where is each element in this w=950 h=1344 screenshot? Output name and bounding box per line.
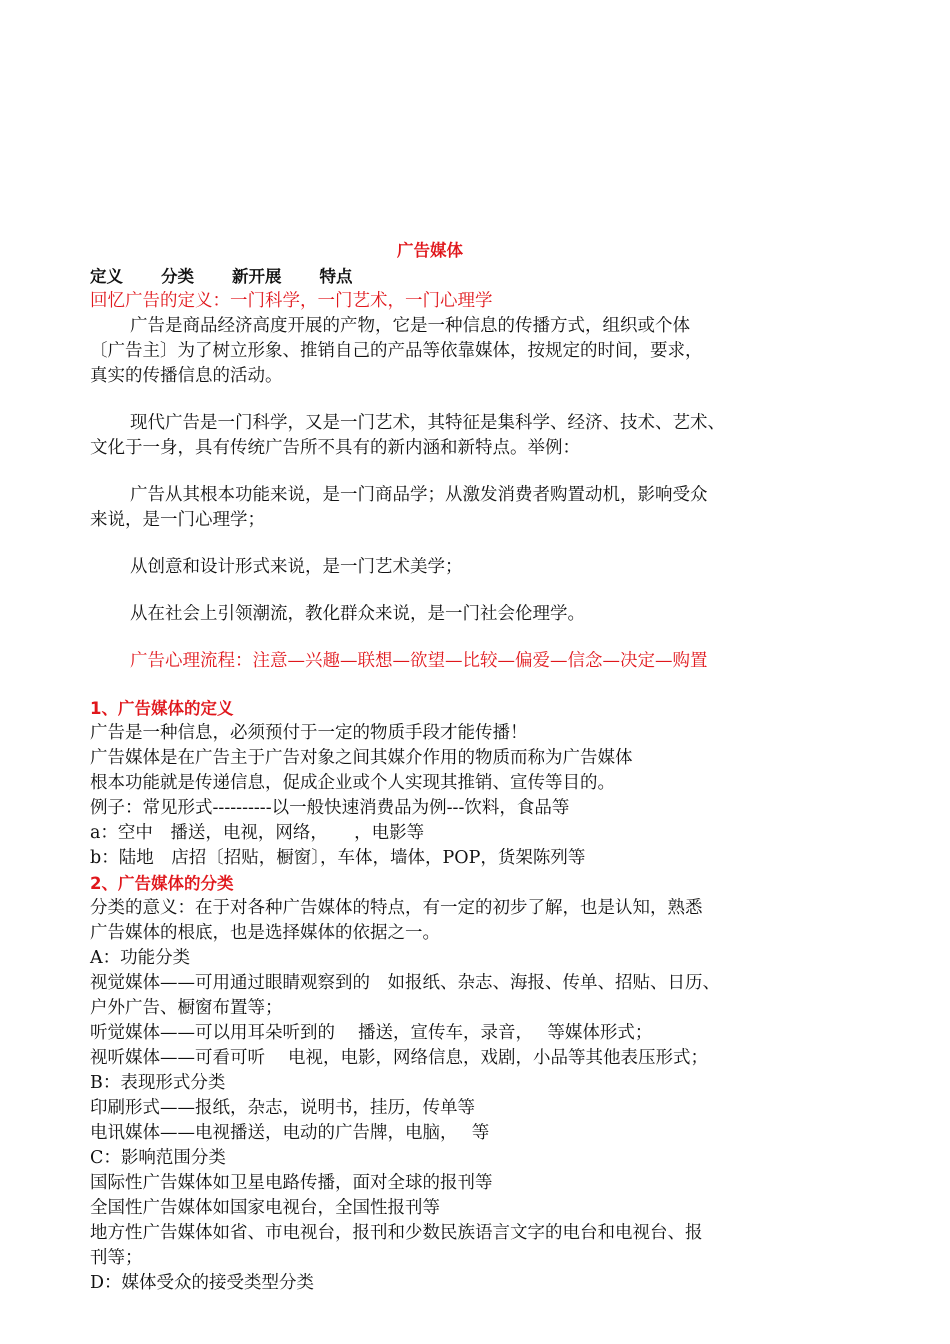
section-2-heading: 2、广告媒体的分类 [90, 874, 234, 893]
document-title: 广告媒体 [397, 241, 463, 260]
section-1-line: a：空中 播送，电视，网络， ，电影等 [90, 823, 425, 843]
section-2-line: C：影响范围分类 [90, 1148, 226, 1168]
paragraph-1-line-3: 真实的传播信息的活动。 [90, 366, 283, 386]
section-2-line: B：表现形式分类 [90, 1073, 226, 1093]
section-2-line: 电讯媒体——电视播送，电动的广告牌，电脑， 等 [90, 1123, 490, 1143]
paragraph-2-line-1: 现代广告是一门科学，又是一门艺术，其特征是集科学、经济、技术、艺术、 [130, 413, 725, 433]
paragraph-4: 从创意和设计形式来说，是一门艺术美学； [130, 557, 463, 577]
paragraph-1-line-1: 广告是商品经济高度开展的产物，它是一种信息的传播方式，组织或个体 [130, 316, 690, 336]
section-2-line: 刊等； [90, 1248, 143, 1268]
section-1-line: 例子：常见形式----------以一般快速消费品为例---饮料，食品等 [90, 798, 570, 818]
heading-features: 特点 [319, 267, 353, 286]
section-2-line: 广告媒体的根底，也是选择媒体的依据之一。 [90, 923, 440, 943]
section-1-line: b：陆地 店招〔招贴，橱窗〕，车体，墙体，POP，货架陈列等 [90, 848, 586, 868]
section-2-line: 全国性广告媒体如国家电视台，全国性报刊等 [90, 1198, 440, 1218]
section-2-line: 户外广告、橱窗布置等； [90, 998, 283, 1018]
psychology-flow: 广告心理流程：注意—兴趣—联想—欲望—比较—偏爱—信念—决定—购置 [130, 651, 708, 671]
section-1-line: 广告是一种信息，必须预付于一定的物质手段才能传播！ [90, 723, 528, 743]
paragraph-2-line-2: 文化于一身，具有传统广告所不具有的新内涵和新特点。举例： [90, 438, 580, 458]
section-2-line: 地方性广告媒体如省、市电视台，报刊和少数民族语言文字的电台和电视台、报 [90, 1223, 703, 1243]
section-1-line: 根本功能就是传递信息，促成企业或个人实现其推销、宣传等目的。 [90, 773, 615, 793]
section-2-line: 听觉媒体——可以用耳朵听到的 播送，宣传车，录音， 等媒体形式； [90, 1023, 653, 1043]
heading-classification: 分类 [161, 267, 194, 286]
section-2-line: 视觉媒体——可用通过眼睛观察到的 如报纸、杂志、海报、传单、招贴、日历、 [90, 973, 720, 993]
section-1-heading: 1、广告媒体的定义 [90, 699, 234, 718]
section-2-line: 印刷形式——报纸，杂志，说明书，挂历，传单等 [90, 1098, 475, 1118]
heading-definition: 定义 [90, 267, 123, 286]
recall-line: 回忆广告的定义：一门科学，一门艺术，一门心理学 [90, 291, 493, 311]
section-2-line: 视听媒体——可看可听 电视，电影，网络信息，戏剧，小品等其他表压形式； [90, 1048, 709, 1068]
heading-row [90, 264, 391, 289]
section-2-line: A：功能分类 [90, 948, 191, 968]
section-2-line: D：媒体受众的接受类型分类 [90, 1273, 315, 1293]
section-2-line: 分类的意义：在于对各种广告媒体的特点，有一定的初步了解，也是认知，熟悉 [90, 898, 703, 918]
section-2-line: 国际性广告媒体如卫星电路传播，面对全球的报刊等 [90, 1173, 493, 1193]
heading-development: 新开展 [232, 267, 282, 286]
paragraph-5: 从在社会上引领潮流，教化群众来说，是一门社会伦理学。 [130, 604, 585, 624]
section-1-line: 广告媒体是在广告主于广告对象之间其媒介作用的物质而称为广告媒体 [90, 748, 633, 768]
paragraph-3-line-1: 广告从其根本功能来说，是一门商品学；从激发消费者购置动机，影响受众 [130, 485, 708, 505]
paragraph-3-line-2: 来说，是一门心理学； [90, 510, 265, 530]
paragraph-1-line-2: 〔广告主〕为了树立形象、推销自己的产品等依靠媒体，按规定的时间，要求， [90, 341, 703, 361]
